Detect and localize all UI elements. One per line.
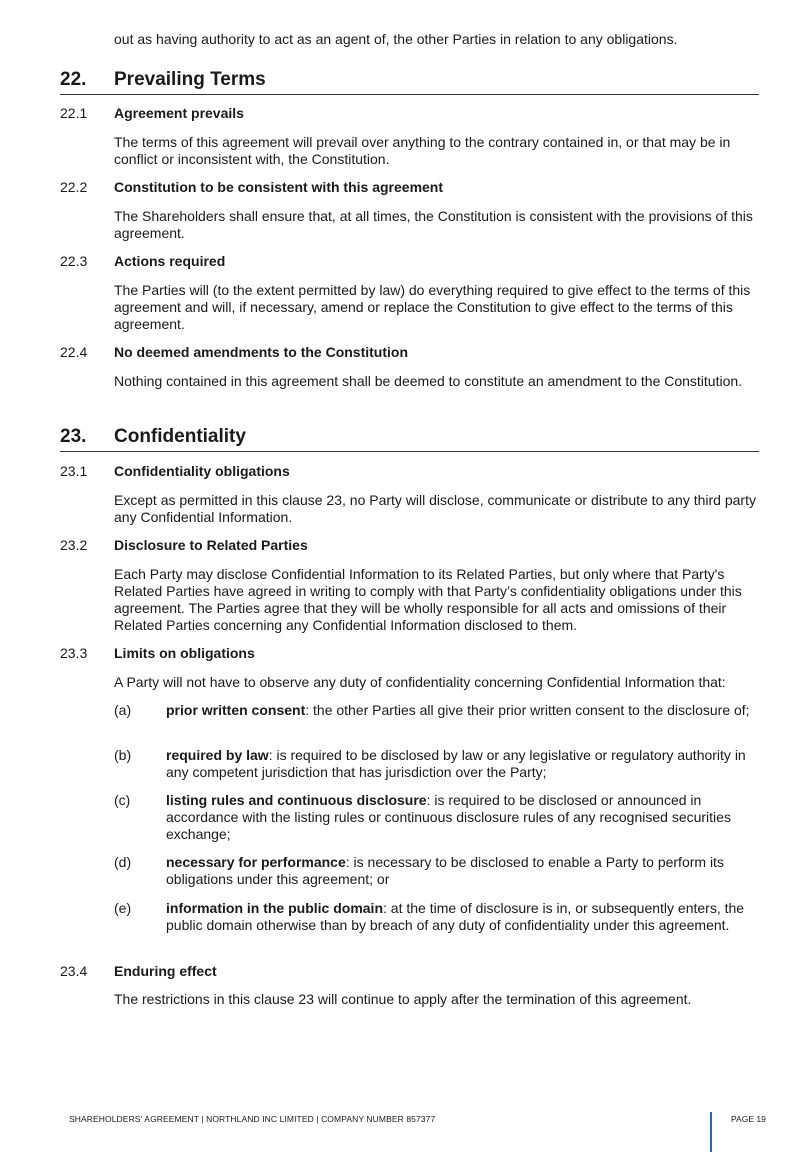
list-item-term: prior written consent: [166, 702, 306, 718]
list-item-body: : is required to be disclosed by law or any legislative or regulatory authority in any competent jurisdiction that has jurisdiction over the Party;: [166, 747, 746, 780]
list-item-term: information in the public domain: [166, 900, 383, 916]
section-title: Prevailing Terms: [114, 69, 266, 90]
list-item-label: (e): [114, 900, 132, 916]
section-23-heading: [60, 426, 759, 452]
clause-number: 23.4: [60, 963, 88, 979]
list-item-label: (a): [114, 702, 132, 718]
clause-23-4-text: The restrictions in this clause 23 will continue to apply after the termination of this agreement.: [114, 991, 692, 1007]
clause-title: Disclosure to Related Parties: [114, 537, 308, 553]
section-title: Confidentiality: [114, 426, 246, 447]
list-item-body: : is required to be disclosed or announced in accordance with the listing rules or continuous disclosure rules of any recognised securities exchange;: [166, 792, 731, 842]
clause-number: 23.3: [60, 645, 88, 661]
section-22-heading: [60, 69, 759, 95]
footer-document-title: SHAREHOLDERS' AGREEMENT | NORTHLAND INC LIMITED | COMPANY NUMBER 857377: [69, 1114, 436, 1124]
list-item-body: : the other Parties all give their prior written consent to the disclosure of;: [305, 702, 750, 718]
clause-title: Limits on obligations: [114, 645, 255, 661]
clause-title: Enduring effect: [114, 963, 217, 979]
clause-number: 22.3: [60, 253, 88, 269]
clause-23-1-text: Except as permitted in this clause 23, no Party will disclose, communicate or distribute to any third party any Confidential Information.: [114, 492, 756, 525]
list-item-text: [166, 747, 756, 781]
clause-title: Actions required: [114, 253, 226, 269]
list-item-text: [166, 792, 756, 843]
clause-22-4-text: Nothing contained in this agreement shall be deemed to constitute an amendment to the Constitution.: [114, 373, 743, 389]
list-item-text: [166, 702, 756, 719]
list-item-text: [166, 854, 756, 888]
continuation-text: out as having authority to act as an agent of, the other Parties in relation to any obligations.: [114, 31, 678, 47]
clause-23-3-text: A Party will not have to observe any duty of confidentiality concerning Confidential Information that:: [114, 674, 726, 690]
list-item-label: (c): [114, 792, 131, 808]
list-item-term: listing rules and continuous disclosure: [166, 792, 427, 808]
clause-number: 22.4: [60, 344, 88, 360]
clause-22-1-text: The terms of this agreement will prevail over anything to the contrary contained in, or that may be in conflict or inconsistent with, the Constitution.: [114, 134, 731, 167]
list-item-body: : at the time of disclosure is in, or subsequently enters, the public domain otherwise than by breach of any duty of confidentiality under this agreement.: [166, 900, 745, 933]
list-item-term: necessary for performance: [166, 854, 346, 870]
footer-divider: [710, 1112, 712, 1152]
footer-page-number: PAGE 19: [731, 1114, 766, 1124]
clause-23-2-text: Each Party may disclose Confidential Information to its Related Parties, but only where that Party's Related Parties have agreed in writing to comply with that Party’s confidentiality obligations under this agreement. The Parties agree that they will be wholly responsible for all acts and omissions of their Related Parties concerning any Confidential Information disclosed to them.: [114, 566, 742, 633]
clause-title: Constitution to be consistent with this agreement: [114, 179, 444, 195]
list-item-text: [166, 900, 756, 934]
list-item-body: : is necessary to be disclosed to enable a Party to perform its obligations under this agreement; or: [166, 854, 724, 887]
clause-number: 23.1: [60, 463, 88, 479]
clause-number: 22.2: [60, 179, 88, 195]
clause-22-2-text: The Shareholders shall ensure that, at all times, the Constitution is consistent with the provisions of this agreement.: [114, 208, 753, 241]
list-item-label: (d): [114, 854, 132, 870]
section-number: 23.: [60, 426, 87, 447]
clause-title: Agreement prevails: [114, 105, 244, 121]
clause-title: Confidentiality obligations: [114, 463, 290, 479]
list-item-term: required by law: [166, 747, 269, 763]
clause-number: 23.2: [60, 537, 88, 553]
clause-title: No deemed amendments to the Constitution: [114, 344, 409, 360]
list-item-label: (b): [114, 747, 132, 763]
clause-22-3-text: The Parties will (to the extent permitted by law) do everything required to give effect to the terms of this agreement and will, if necessary, amend or replace the Constitution to give effect to the terms of this agreement.: [114, 282, 751, 332]
clause-number: 22.1: [60, 105, 88, 121]
section-number: 22.: [60, 69, 87, 90]
